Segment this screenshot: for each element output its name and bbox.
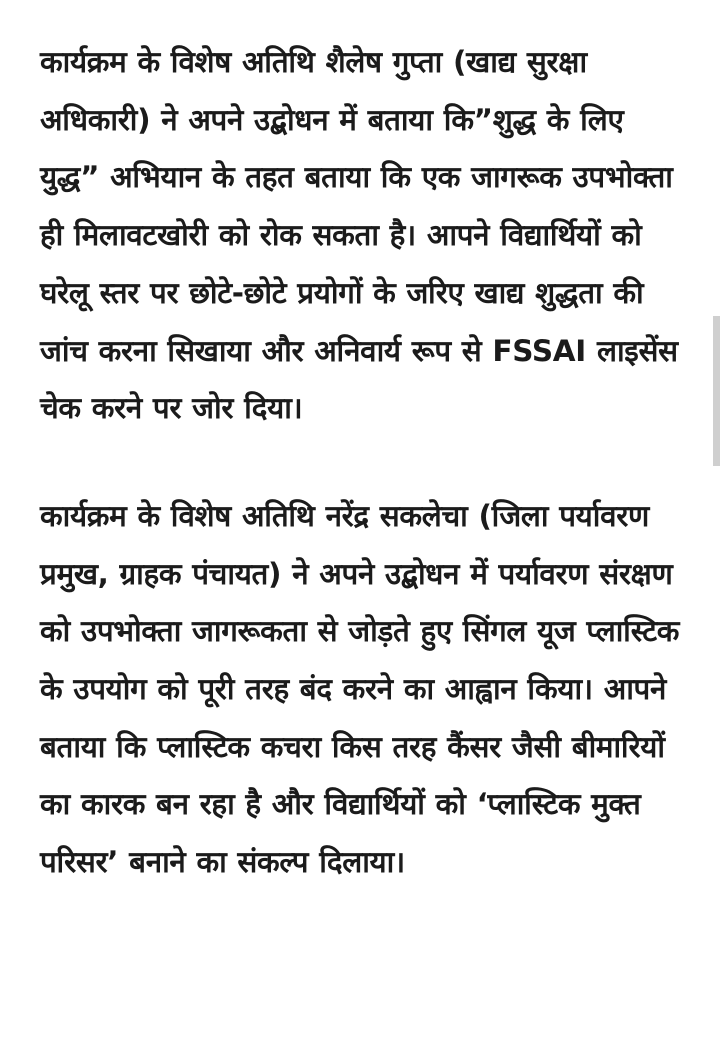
article-paragraph-1: कार्यक्रम के विशेष अतिथि शैलेष गुप्ता (खाद्य सुरक्षा अधिकारी) ने अपने उद्बोधन में बताया कि”शुद्ध के लिए युद्ध” अभियान के तहत बताया कि एक जागरूक उपभोक्ता ही मिलावटखोरी को रोक सकता है। आपने विद्यार्थियों को घरेलू स्तर पर छोटे-छोटे प्रयोगों के जरिए खाद्य शुद्धता की जांच करना सिखाया और अनिवार्य रूप से FSSAI लाइसेंस चेक करने पर जोर दिया।	[40, 45, 678, 426]
article-paragraph-2: कार्यक्रम के विशेष अतिथि नरेंद्र सकलेचा (जिला पर्यावरण प्रमुख, ग्राहक पंचायत) ने अपने उद्बोधन में पर्यावरण संरक्षण को उपभोक्ता जागरूकता से जोड़ते हुए सिंगल यूज प्लास्टिक के उपयोग को पूरी तरह बंद करने का आह्वान किया। आपने बताया कि प्लास्टिक कचरा किस तरह कैंसर जैसी बीमारियों का कारक बन रहा है और विद्यार्थियों को ‘प्लास्टिक मुक्त परिसर’ बनाने का संकल्प दिलाया।	[40, 498, 680, 880]
article-body	[40, 34, 690, 892]
scrollbar-thumb[interactable]	[713, 316, 720, 466]
